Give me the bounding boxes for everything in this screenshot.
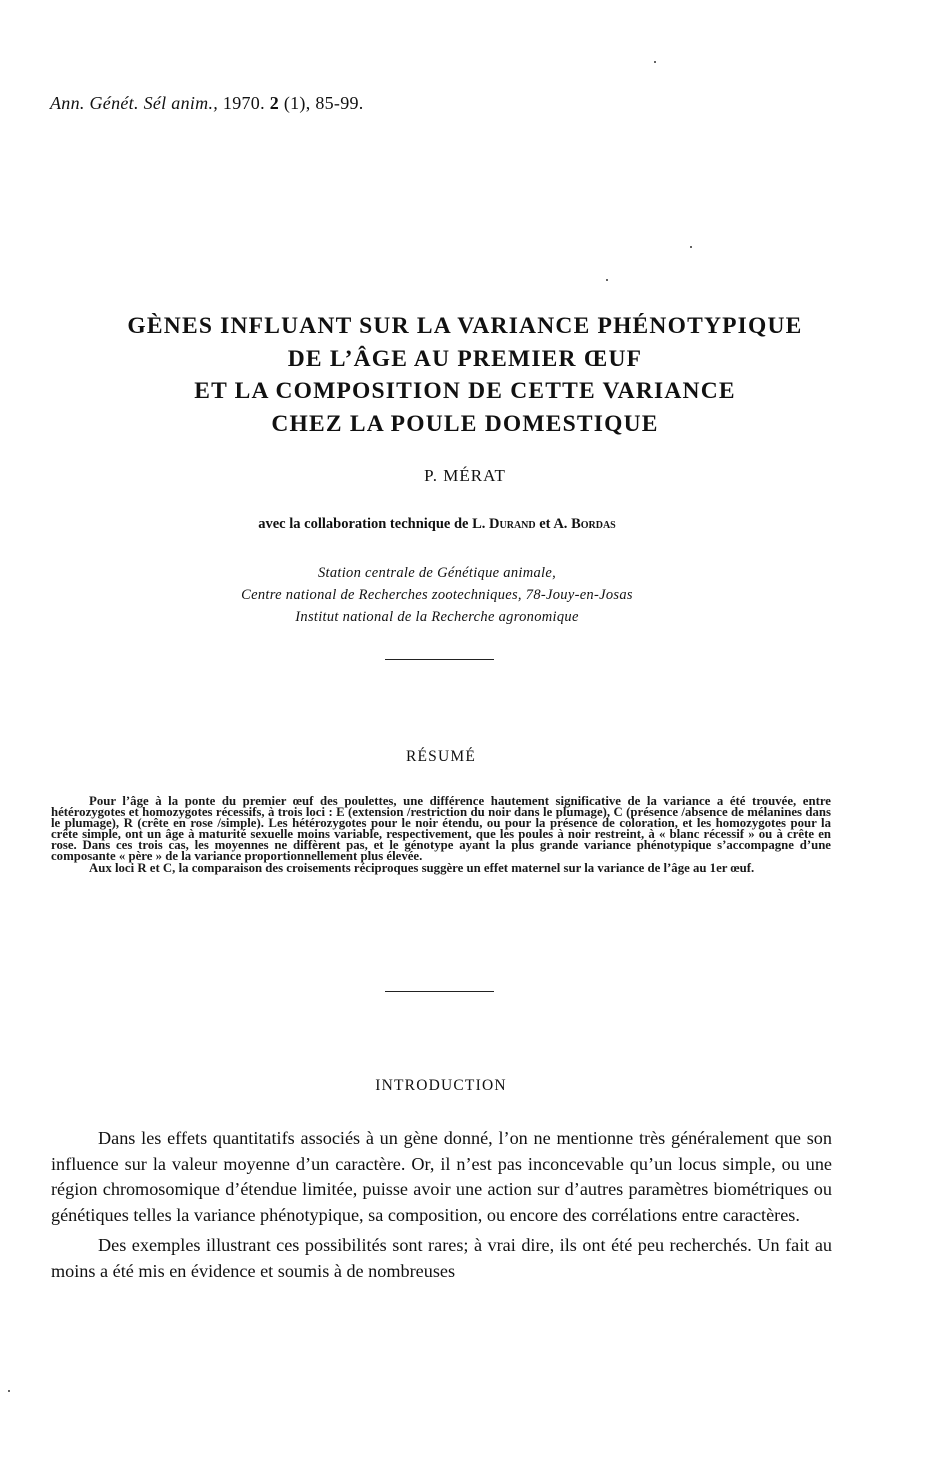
affiliation-line: Centre national de Recherches zootechniques, 78-Jouy-en-Josas [241,587,633,603]
resume-heading: RÉSUMÉ [405,748,477,765]
affiliation-line: Station centrale de Génétique animale, [317,565,557,581]
collaboration-prefix: avec la collaboration technique de L. [258,516,486,532]
section-divider [385,659,494,660]
resume-body [51,796,831,874]
introduction-body [51,1126,832,1288]
section-divider [385,991,494,992]
scan-speck [606,279,608,281]
citation [50,93,364,114]
citation-year: 1970. [222,93,265,113]
scan-speck [690,246,692,248]
body-paragraph: Des exemples illustrant ces possibilités sont rares; à vrai dire, ils ont été peu recherchés. Un fait au moins a été mis en évidence et soumis à de nombreuses [51,1234,832,1281]
citation-issue-pages: (1), 85-99. [283,93,364,113]
affiliation-line: Institut national de la Recherche agronomique [295,609,579,625]
resume-paragraph: Aux loci R et C, la comparaison des croisements réciproques suggère un effet maternel sur la variance de l’âge au 1er œuf. [89,860,755,875]
citation-volume: 2 [269,93,280,113]
article-title [0,310,930,440]
collaboration-line [0,516,874,533]
body-paragraph: Dans les effets quantitatifs associés à un gène donné, l’on ne mentionne très généralement que son influence sur la valeur moyenne d’un caractère. Or, il n’est pas inconcevable qu’un locus simple, ou une région chromosomique d’étendue limitée, puisse avoir une action sur d’autres paramètres biométriques ou génétiques telles la variance phénotypique, sa composition, ou encore des corrélations entre caractères. [51,1128,832,1226]
introduction-heading: INTRODUCTION [375,1077,507,1094]
scan-speck [8,1390,10,1392]
resume-paragraph: Pour l’âge à la ponte du premier œuf des poulettes, une différence hautement significative de la variance a été trouvée, entre hétérozygotes et homozygotes récessifs, à trois loci : E (extension /restriction du noir dans le plumage), C (présence /absence de mélanines dans le plumage), R (crête en rose /simple). Les hétérozygotes pour le noir étendu, ou pour la présence de coloration, et les homozygotes pour la crête simple, ont un âge à maturité sexuelle moins variable, respectivement, que les poules à noir restreint, à « blanc récessif » ou à crête en rose. Dans ces trois cas, les moyennes ne diffèrent pas, et le génotype ayant la plus grande variance phénotypique s’accompagne d’une composante « père » de la variance proportionnellement plus élevée. [51,794,831,864]
collaborator-name: Durand [489,516,536,532]
title-line: CHEZ LA POULE DOMESTIQUE [271,410,659,437]
title-line: GÈNES INFLUANT SUR LA VARIANCE PHÉNOTYPIQUE [127,313,803,339]
collaboration-middle: et A. [539,516,568,532]
scan-speck [654,61,656,63]
title-line: DE L’ÂGE AU PREMIER ŒUF [287,345,643,372]
citation-journal: Ann. Génét. Sél anim., [50,93,219,113]
affiliation [0,562,874,628]
collaborator-name: Bordas [571,516,616,532]
title-line: ET LA COMPOSITION DE CETTE VARIANCE [194,378,736,404]
author: P. MÉRAT [424,466,506,485]
